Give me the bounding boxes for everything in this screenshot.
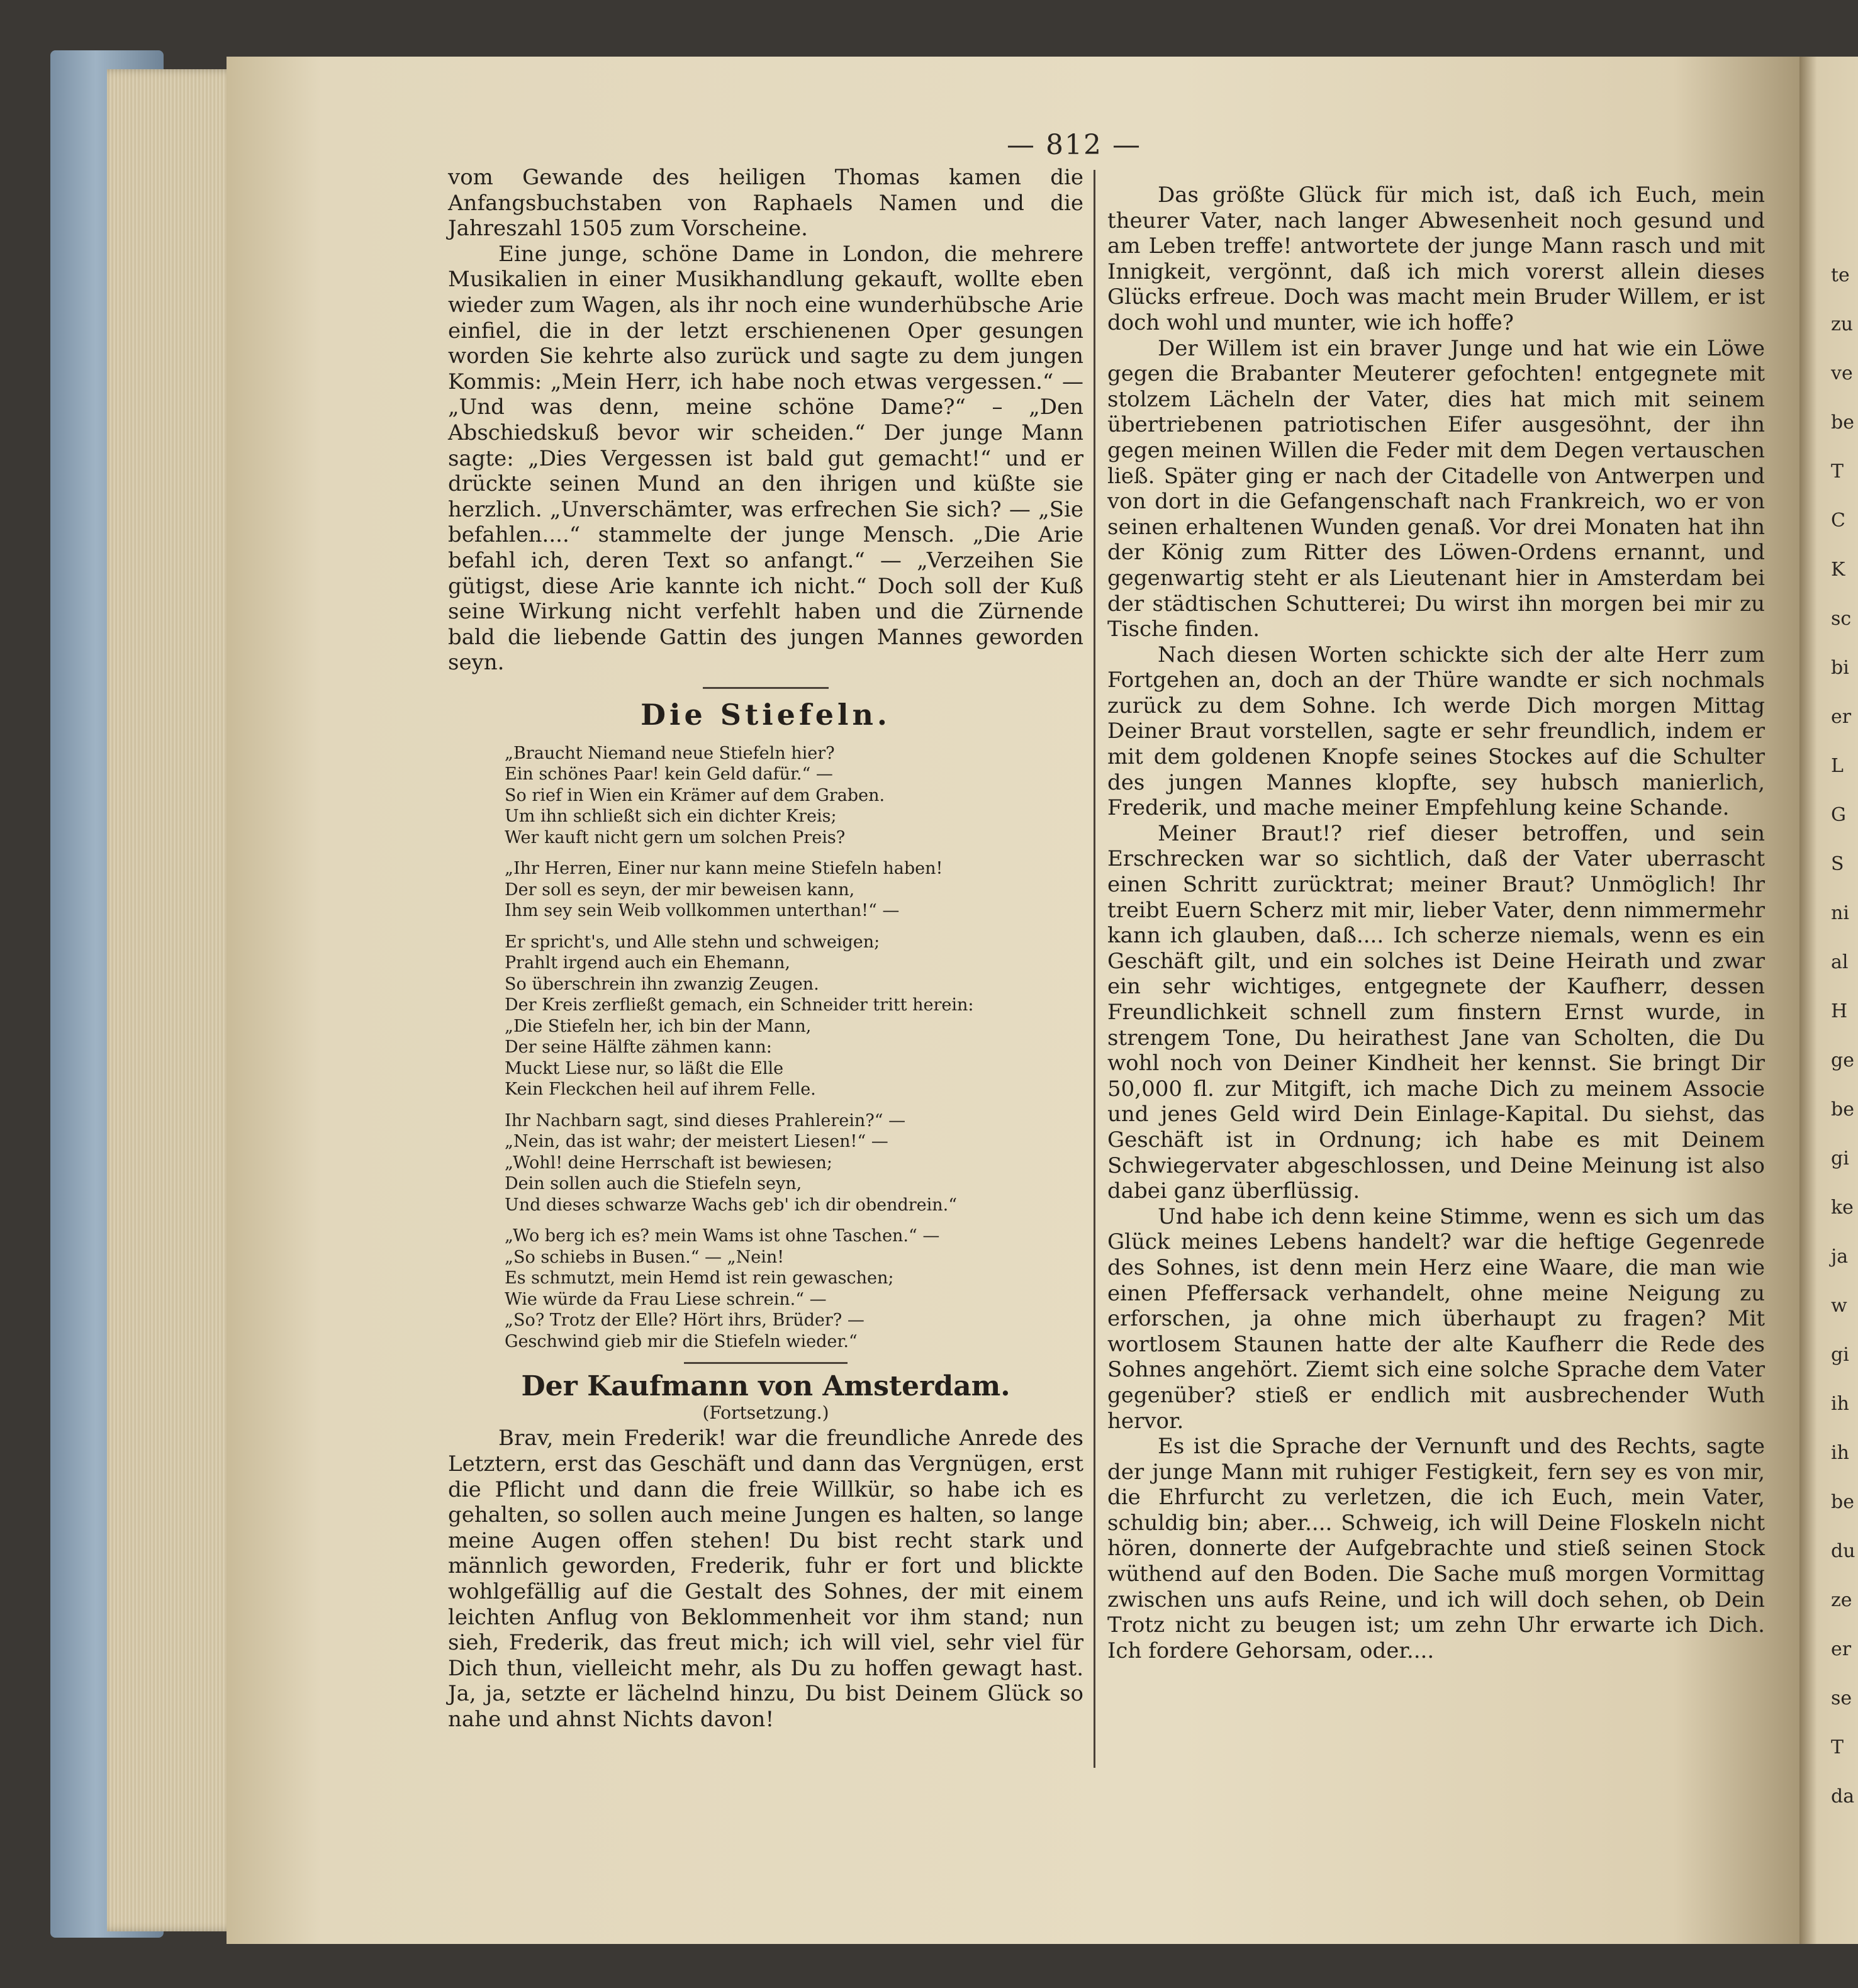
next-page-fragment: ih <box>1831 1442 1849 1464</box>
next-page-fragment: er <box>1831 1638 1852 1660</box>
poem-line: „So schiebs in Busen.“ — „Nein! <box>505 1247 785 1267</box>
next-page-fragment: bi <box>1831 657 1849 679</box>
paragraph: Nach diesen Worten schickte sich der alte Herr zum Fortgehen an, doch an der Thüre wandte er sich nochmals zurück zu dem Sohne. Ich werde Dich morgen Mittag Deiner Braut vorstellen, sagte er sehr freundlich, indem er mit dem goldenen Knopfe seines Stockes auf die Schulter des jungen Mannes klopfte, sey hubsch manierlich, Frederik, und mache meiner Empfehlung keine Schande. <box>1107 642 1765 821</box>
poem-stanza <box>505 932 1083 1100</box>
next-page-fragment: gi <box>1831 1344 1849 1366</box>
next-page-fragment: da <box>1831 1785 1855 1807</box>
next-page-fragment: er <box>1831 706 1852 728</box>
left-column <box>448 165 1083 1733</box>
poem-line: Der Kreis zerfließt gemach, ein Schneider tritt herein: <box>505 995 974 1015</box>
next-page-fragment: C <box>1831 510 1845 532</box>
paragraph: Es ist die Sprache der Vernunft und des Rechts, sagte der junge Mann mit ruhiger Festigkeit, fern sey es von mir, die Ehrfurcht zu verletzen, die ich Euch, mein Vater, schuldig bin; aber.... Schweig, ich will Deine Floskeln nicht hören, donnerte der Aufgebrachte und stieß seinen Stock wüthend auf den Boden. Die Sache muß morgen Vormittag zwischen uns aufs Reine, und ich will doch sehen, ob Dein Trotz nicht zu beugen ist; um zehn Uhr erwarte ich Dich. Ich fordere Gehorsam, oder.... <box>1107 1434 1765 1663</box>
next-page-fragment: G <box>1831 804 1846 826</box>
paragraph: Das größte Glück für mich ist, daß ich Euch, mein theurer Vater, nach langer Abwesenheit noch gesund und am Leben treffe! antwortete der junge Mann rasch und mit Innigkeit, vergönnt, daß ich mich vorerst allein dieses Glücks erfreue. Doch was macht mein Bruder Willem, er ist doch wohl und munter, wie ich hoffe? <box>1107 182 1765 335</box>
poem-line: Und dieses schwarze Wachs geb' ich dir obendrein.“ <box>505 1195 958 1215</box>
paragraph: Meiner Braut!? rief dieser betroffen, und sein Erschrecken war so sichtlich, daß der Vater uberrascht einen Schritt zurücktrat; meiner Braut? Unmöglich! Ihr treibt Euern Scherz mit mir, lieber Vater, denn nimmermehr kann ich glauben, daß.... Ich scherze niemals, wenn es ein Geschäft gilt, und ein solches ist Deine Heirath und zwar ein sehr wichtiges, entgegnete der Kaufherr, dessen Freundlichkeit schnell zum finstern Ernst wurde, in strengem Tone, Du heirathest Jane van Scholten, die Du wohl noch von Deiner Kindheit her kennst. Sie bringt Dir 50,000 fl. zur Mitgift, ich mache Dich zu meinem Associe und jenes Geld wird Dein Einlage-Kapital. Du siehst, das Geschäft ist in Ordnung; ich habe es mit Deinem Schwiegervater abgeschlossen, und Deine Meinung ist also dabei ganz überflüssig. <box>1107 820 1765 1204</box>
next-page-fragment: H <box>1831 1000 1848 1022</box>
section-divider <box>684 1362 848 1364</box>
section-divider <box>703 687 829 691</box>
poem-line: Ihr Nachbarn sagt, sind dieses Prahlerein?“ — <box>505 1110 906 1131</box>
paragraph: Eine junge, schöne Dame in London, die mehrere Musikalien in einer Musikhandlung gekauft, wollte eben wieder zum Wagen, als ihr noch eine wunderhübsche Arie einfiel, die in der letzt erschienenen Oper gesungen worden Sie kehrte also zurück und sagte zu dem jungen Kommis: „Mein Herr, ich habe noch etwas vergessen.“ — „Und was denn, meine schöne Dame?“ – „Den Abschiedskuß bevor wir scheiden.“ Der junge Mann sagte: „Dies Vergessen ist bald gut gemacht!“ und er drückte seinen Mund an den ihrigen und küßte sie herzlich. „Unverschämter, was erfrechen Sie sich? — „Sie befahlen....“ stammelte der junge Mensch. „Die Arie befahl ich, deren Text so anfangt.“ — „Verzeihen Sie gütigst, diese Arie kannte ich nicht.“ Doch soll der Kuß seine Wirkung nicht verfehlt haben und die Zürnende bald die liebende Gattin des jungen Mannes geworden seyn. <box>448 241 1083 676</box>
poem-line: „Ihr Herren, Einer nur kann meine Stiefeln haben! <box>505 859 943 879</box>
next-page-fragment: se <box>1831 1687 1852 1709</box>
next-page-fragment: sc <box>1831 608 1852 630</box>
poem-line: So rief in Wien ein Krämer auf dem Graben. <box>505 785 885 805</box>
poem-line: Prahlt irgend auch ein Ehemann, <box>505 953 790 973</box>
next-page-fragment: w <box>1831 1295 1847 1317</box>
story-title: Der Kaufmann von Amsterdam. <box>521 1370 1010 1403</box>
next-page-fragment: al <box>1831 951 1849 973</box>
poem-line: Der seine Hälfte zähmen kann: <box>505 1037 772 1058</box>
poem-line: „Nein, das ist wahr; der meistert Liesen!“ — <box>505 1132 888 1152</box>
poem-stanza <box>505 1110 1083 1216</box>
next-page-fragment: gi <box>1831 1148 1849 1170</box>
next-page-fragment: be <box>1831 411 1854 433</box>
poem-line: „Braucht Niemand neue Stiefeln hier? <box>505 743 835 763</box>
next-page-fragment: L <box>1831 755 1844 777</box>
next-page-fragment: zu <box>1831 313 1854 335</box>
poem-line: „Die Stiefeln her, ich bin der Mann, <box>505 1016 812 1036</box>
poem-line: Wer kauft nicht gern um solchen Preis? <box>505 827 846 847</box>
paragraph: Brav, mein Frederik! war die freundliche Anrede des Letztern, erst das Geschäft und dann das Vergnügen, erst die Pflicht und dann die freie Willkür, so habe ich es gehalten, so sollen auch meine Jungen es halten, so lange meine Augen offen stehen! Du bist recht stark und männlich geworden, Frederik, fuhr er fort und blickte wohlgefällig auf die Gestalt des Sohnes, der mit einem leichten Anflug von Beklommenheit vor ihm stand; nun sieh, Frederik, das freut mich; ich will viel, sehr viel für Dich thun, vielleicht mehr, als Du zu hoffen gewagt hast. Ja, ja, setzte er lächelnd hinzu, Du bist Deinem Glück so nahe und ahnst Nichts davon! <box>448 1426 1083 1732</box>
poem-line: Muckt Liese nur, so läßt die Elle <box>505 1058 784 1078</box>
next-page-fragment: T <box>1831 1736 1844 1758</box>
next-page-fragment: be <box>1831 1491 1854 1513</box>
poem-line: „Wo berg ich es? mein Wams ist ohne Taschen.“ — <box>505 1226 940 1246</box>
paragraph: vom Gewande des heiligen Thomas kamen die Anfangsbuchstaben von Raphaels Namen und die Jahreszahl 1505 zum Vorscheine. <box>448 165 1083 242</box>
poem-line: Der soll es seyn, der mir beweisen kann, <box>505 880 855 900</box>
poem-line: Geschwind gieb mir die Stiefeln wieder.“ <box>505 1331 858 1351</box>
poem-line: So überschrein ihn zwanzig Zeugen. <box>505 974 819 994</box>
next-page-fragment: T <box>1831 461 1844 483</box>
next-page-fragment: ni <box>1831 902 1849 924</box>
poem-line: Um ihn schließt sich ein dichter Kreis; <box>505 807 837 827</box>
poem-line: Dein sollen auch die Stiefeln seyn, <box>505 1174 802 1194</box>
poem-line: Ihm sey sein Weib vollkommen unterthan!“ — <box>505 901 900 921</box>
next-page-fragment: ze <box>1831 1589 1852 1611</box>
next-page-fragment: be <box>1831 1098 1854 1120</box>
column-rule <box>1094 170 1095 1768</box>
next-page-fragment: ja <box>1831 1246 1849 1268</box>
next-page-fragment: ge <box>1831 1049 1854 1071</box>
next-page-fragment: te <box>1831 264 1850 286</box>
next-page-fragment: ih <box>1831 1393 1849 1415</box>
right-column <box>1107 182 1765 1663</box>
next-page-edge <box>1799 57 1858 1944</box>
poem-line: „So? Trotz der Elle? Hört ihrs, Brüder? — <box>505 1310 865 1331</box>
story-subtitle: (Fortsetzung.) <box>702 1402 829 1424</box>
poem-line: Wie würde da Frau Liese schrein.“ — <box>505 1289 827 1309</box>
next-page-fragment: du <box>1831 1540 1855 1562</box>
poem-stanza <box>505 743 1083 849</box>
poem-line: „Wohl! deine Herrschaft ist bewiesen; <box>505 1153 832 1173</box>
poem-title: Die Stiefeln. <box>641 697 891 732</box>
next-page-fragment: ke <box>1831 1197 1854 1219</box>
poem-line: Ein schönes Paar! kein Geld dafür.“ — <box>505 764 833 785</box>
poem-line: Es schmutzt, mein Hemd ist rein gewaschen; <box>505 1268 894 1288</box>
poem-stanza <box>505 1226 1083 1352</box>
page-number: — 812 — <box>1007 129 1141 161</box>
poem-line: Kein Fleckchen heil auf ihrem Felle. <box>505 1080 816 1100</box>
next-page-fragment: K <box>1831 559 1845 581</box>
paragraph: Der Willem ist ein braver Junge und hat wie ein Löwe gegen die Brabanter Meuterer gefochten! entgegnete mit stolzem Lächeln der Vater, dies hat mich mit seinem übertriebenen patriotischen Eifer ausgesöhnt, der ihn gegen meinen Willen die Feder mit dem Degen vertauschen ließ. Später ging er nach der Citadelle von Antwerpen und von dort in die Gefangenschaft nach Frankreich, wo er von seinen erhaltenen Wunden genaß. Vor drei Monaten hat ihn der König zum Ritter des Löwen-Ordens ernannt, und gegenwartig steht er als Lieutenant hier in Amsterdam bei der städtischen Schutterei; Du wirst ihn morgen bei mir zu Tische finden. <box>1107 335 1765 642</box>
paragraph: Und habe ich denn keine Stimme, wenn es sich um das Glück meines Lebens handelt? war die heftige Gegenrede des Sohnes, ist denn mein Herz eine Waare, die man wie einen Pfeffersack verhandelt, ohne meine Neigung zu erforschen, ja ohne mich überhaupt zu fragen? Mit wortlosem Staunen hatte der alte Kaufherr die Rede des Sohnes angehört. Ziemt sich eine solche Sprache dem Vater gegenüber? stieß er endlich mit ausbrechender Wuth hervor. <box>1107 1203 1765 1434</box>
poem <box>448 743 1083 1353</box>
poem-line: Er spricht's, und Alle stehn und schweigen; <box>505 932 880 952</box>
next-page-fragment: ve <box>1831 362 1853 384</box>
next-page-fragment: S <box>1831 853 1844 875</box>
poem-stanza <box>505 858 1083 922</box>
